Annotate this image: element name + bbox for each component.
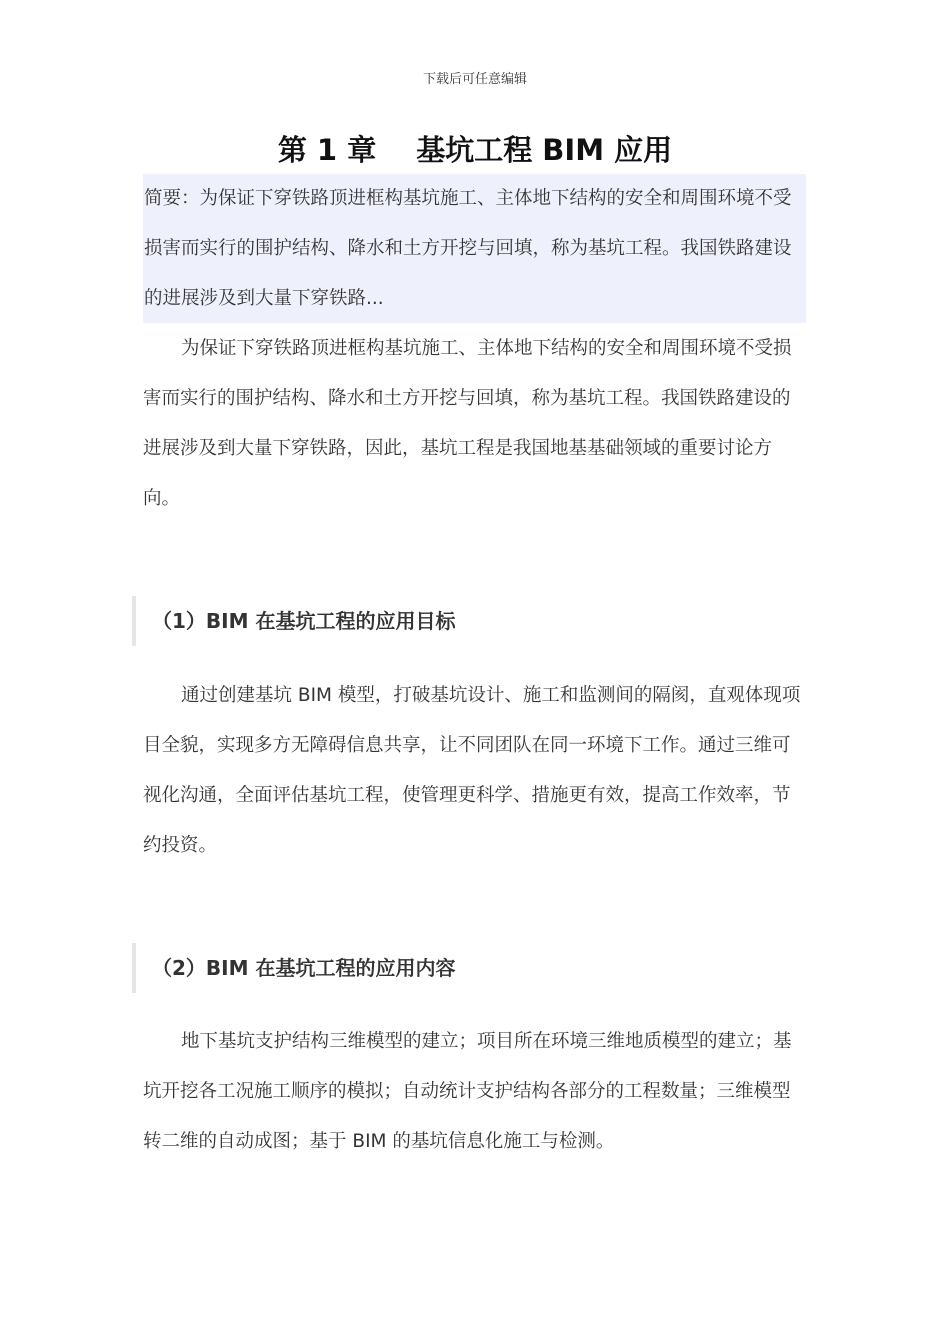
section-heading-goals: （1）BIM 在基坑工程的应用目标 [132,596,806,646]
intro-paragraph: 为保证下穿铁路顶进框构基坑施工、主体地下结构的安全和周围环境不受损害而实行的围护结构、降水和土方开挖与回填，称为基坑工程。我国铁路建设的进展涉及到大量下穿铁路，因此，基坑工程是我国地基基础领域的重要讨论方向。 [143,338,792,509]
section-body-content: 地下基坑支护结构三维模型的建立；项目所在环境三维地质模型的建立；基坑开挖各工况施工顺序的模拟；自动统计支护结构各部分的工程数量；三维模型转二维的自动成图；基于 BIM 的基坑信息化施工与检测。 [143,1031,792,1152]
chapter-heading-text: 基坑工程 BIM 应用 [416,133,673,167]
section-body-goals: 通过创建基坑 BIM 模型，打破基坑设计、施工和监测间的隔阂，直观体现项目全貌，实现多方无障碍信息共享，让不同团队在同一环境下工作。通过三维可视化沟通，全面评估基坑工程，使管理更科学、措施更有效，提高工作效率，节约投资。 [143,685,801,856]
download-note: 下载后可任意编辑 [422,72,527,87]
chapter-title [0,130,950,170]
section-heading-content: （2）BIM 在基坑工程的应用内容 [132,943,806,993]
chapter-number: 第 1 章 [277,133,377,167]
summary-box: 简要：为保证下穿铁路顶进框构基坑施工、主体地下结构的安全和周围环境不受损害而实行的围护结构、降水和土方开挖与回填，称为基坑工程。我国铁路建设的进展涉及到大量下穿铁路... [143,174,806,323]
